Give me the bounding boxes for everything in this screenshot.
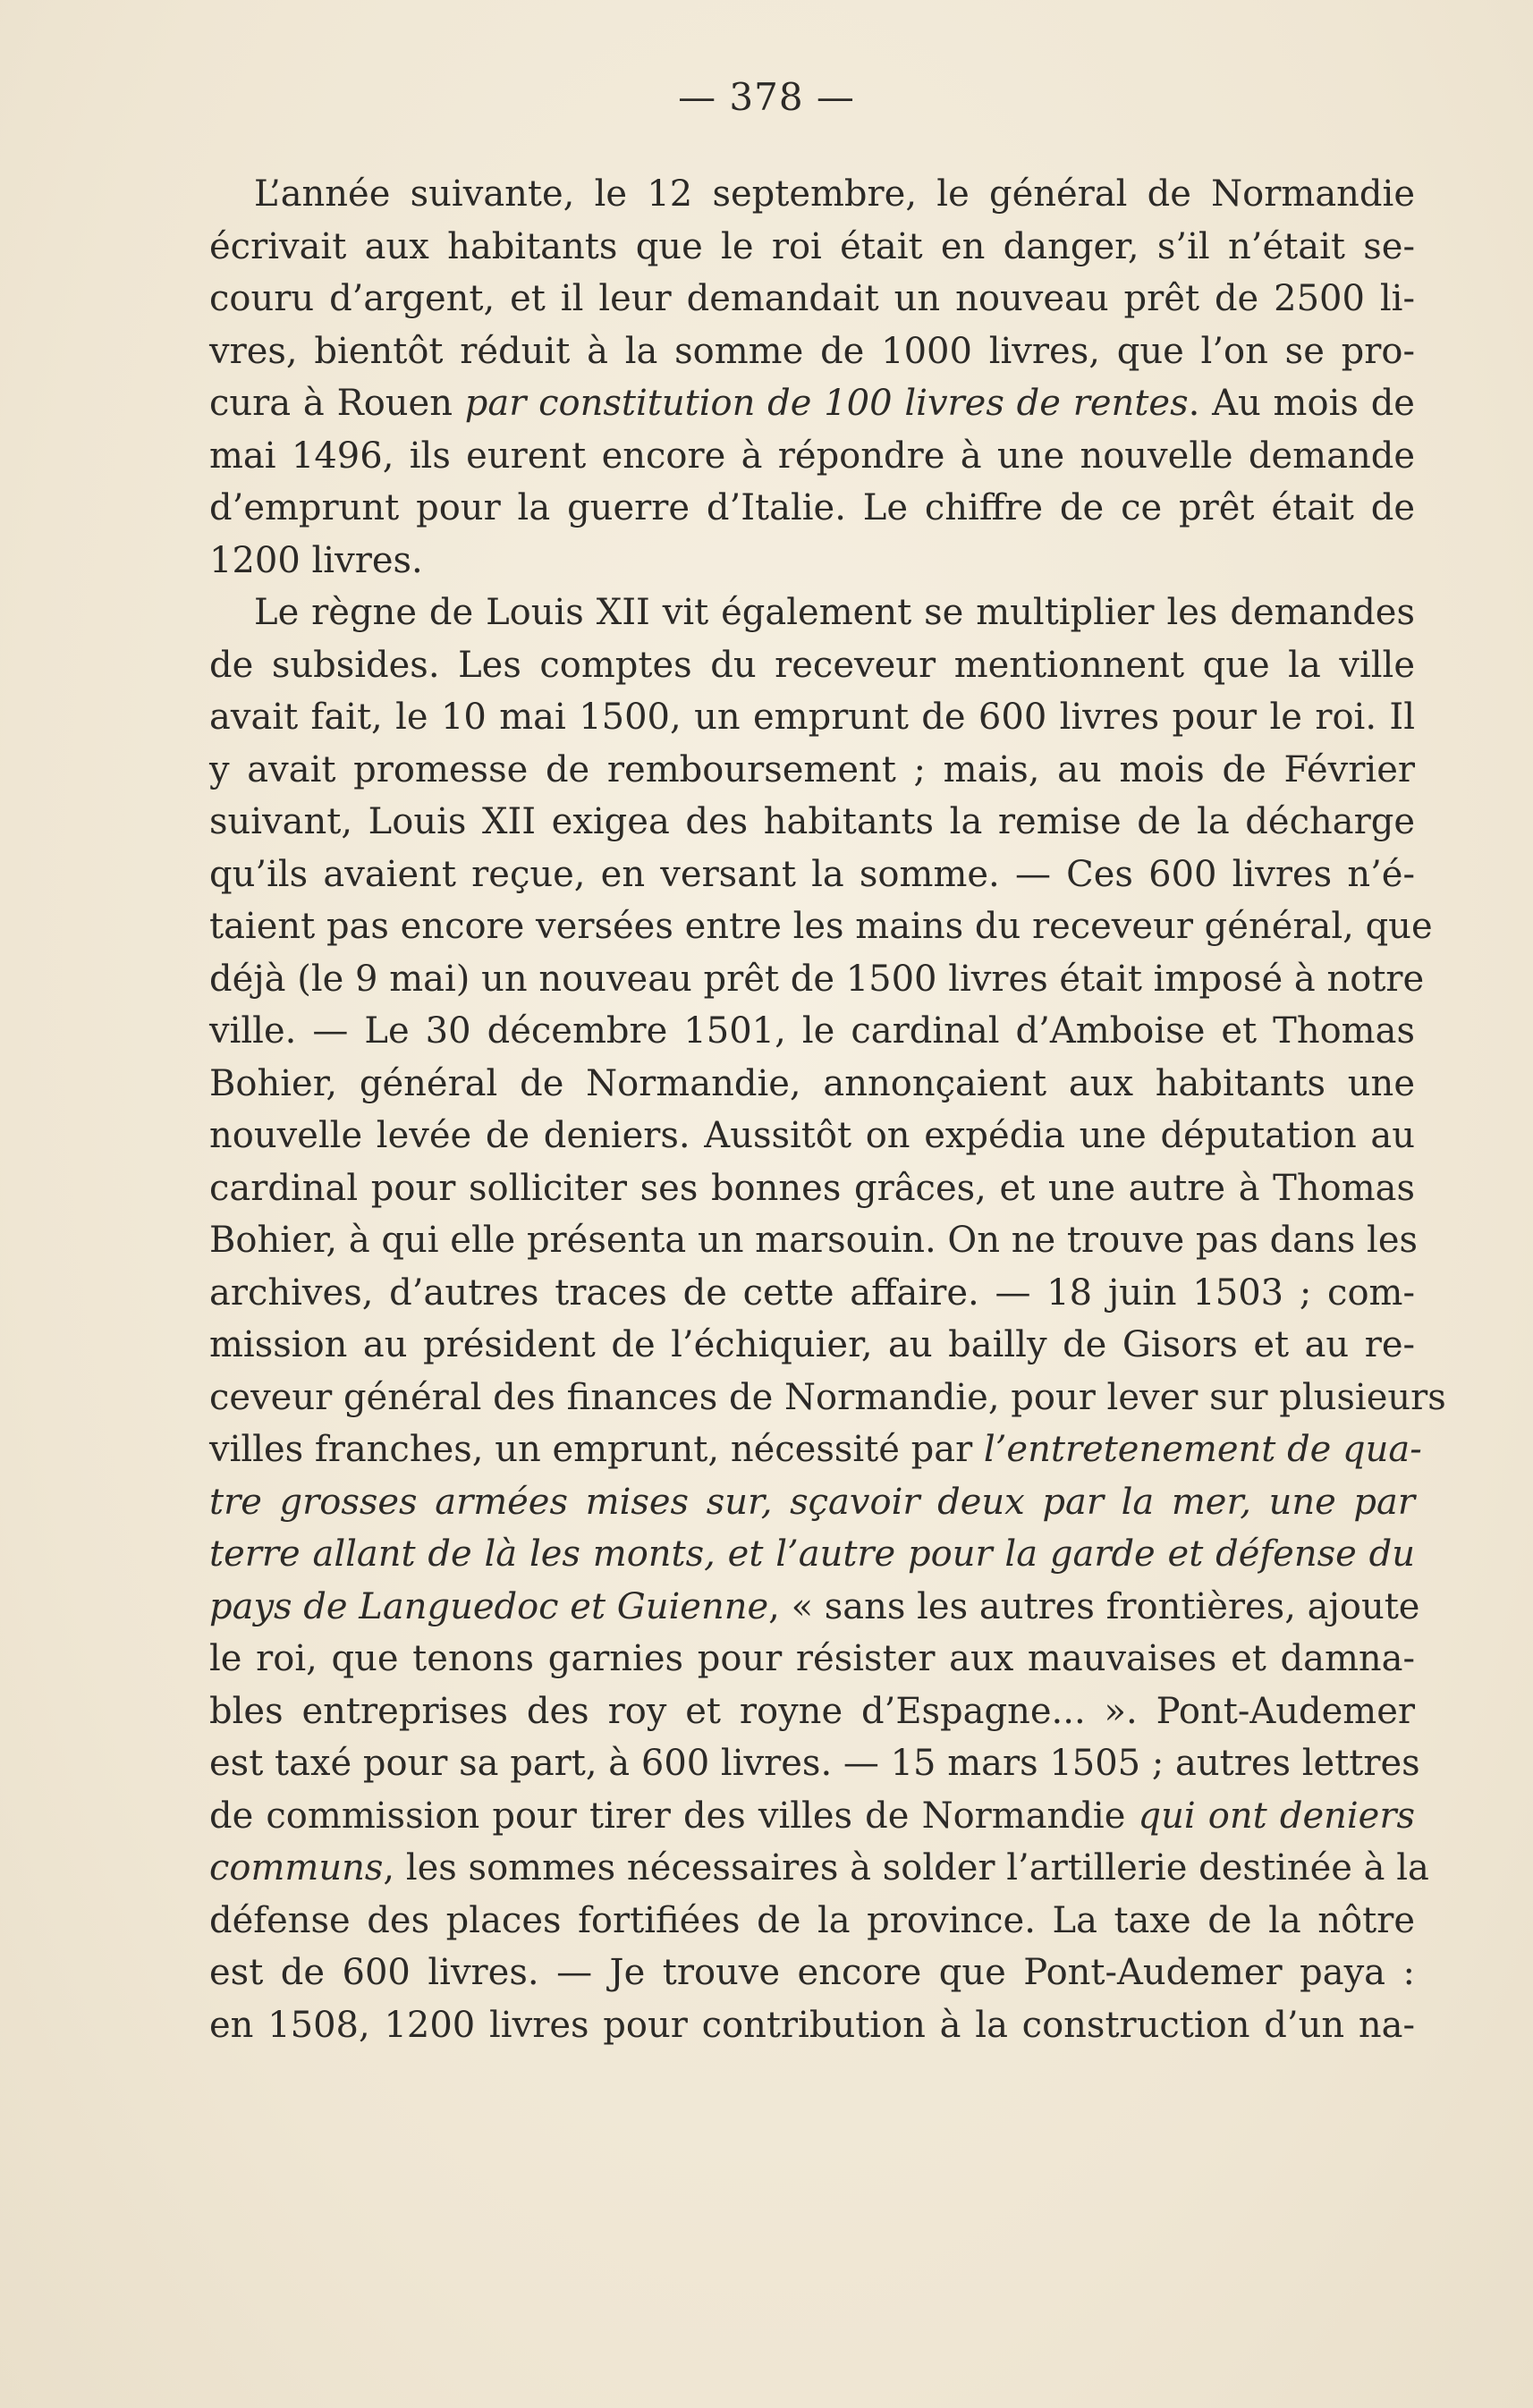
text-segment: de commission pour tirer des villes de Normandie bbox=[209, 1795, 1139, 1837]
text-line bbox=[209, 1528, 1415, 1581]
text-line bbox=[209, 1267, 1415, 1320]
text-line bbox=[209, 1319, 1415, 1372]
page-number: — 378 — bbox=[678, 75, 855, 119]
italic-text-segment: terre allant de là les monts, et l’autre pour la garde et défense du bbox=[209, 1534, 1415, 1575]
text-segment: couru d’argent, et il leur demandait un nouveau prêt de 2500 li- bbox=[209, 278, 1415, 319]
text-segment: L’année suivante, le 12 septembre, le général de Normandie bbox=[254, 173, 1415, 215]
text-segment: avait fait, le 10 mai 1500, un emprunt de 600 livres pour le roi. Il bbox=[209, 697, 1415, 738]
italic-text-segment: pays de Languedoc et Guienne bbox=[209, 1585, 769, 1627]
text-line bbox=[209, 273, 1415, 325]
text-line bbox=[209, 1999, 1415, 2052]
text-segment: cura à Rouen bbox=[209, 383, 465, 424]
text-segment: mai 1496, ils eurent encore à répondre à une nouvelle demande bbox=[209, 435, 1415, 477]
text-segment: ville. — Le 30 décembre 1501, le cardinal d’Amboise et Thomas bbox=[209, 1010, 1415, 1052]
text-segment: est de 600 livres. — Je trouve encore que Pont-Audemer paya : bbox=[209, 1952, 1415, 1993]
text-line bbox=[209, 1790, 1415, 1843]
italic-text-segment: communs bbox=[209, 1847, 384, 1888]
text-line bbox=[209, 1476, 1415, 1529]
text-segment: bles entreprises des roy et royne d’Espagne... ». Pont-Audemer bbox=[209, 1690, 1415, 1732]
text-line bbox=[209, 1058, 1415, 1111]
text-segment: suivant, Louis XII exigea des habitants la remise de la décharge bbox=[209, 801, 1415, 842]
text-line bbox=[209, 1947, 1415, 1999]
text-segment: mission au président de l’échiquier, au bailly de Gisors et au re- bbox=[209, 1324, 1415, 1365]
text-line bbox=[209, 953, 1425, 1006]
text-segment: , « sans les autres frontières, ajoute bbox=[768, 1585, 1420, 1627]
text-line bbox=[209, 796, 1415, 849]
text-line bbox=[209, 900, 1433, 953]
text-line bbox=[209, 1581, 1420, 1634]
text-line bbox=[209, 1214, 1419, 1267]
text-segment: nouvelle levée de deniers. Aussitôt on expédia une députation au bbox=[209, 1115, 1415, 1156]
text-line bbox=[209, 1372, 1446, 1424]
text-segment: défense des places fortifiées de la province. La taxe de la nôtre bbox=[209, 1899, 1415, 1941]
text-line bbox=[209, 535, 1415, 587]
text-line bbox=[209, 849, 1415, 901]
text-segment: qu’ils avaient reçue, en versant la somme. — Ces 600 livres n’é- bbox=[209, 853, 1415, 895]
italic-text-segment: par constitution de 100 livres de rentes bbox=[464, 383, 1189, 424]
text-segment: de subsides. Les comptes du receveur mentionnent que la ville bbox=[209, 644, 1415, 686]
text-line bbox=[209, 1686, 1415, 1738]
text-segment: vres, bientôt réduit à la somme de 1000 livres, que l’on se pro- bbox=[209, 330, 1415, 372]
text-line bbox=[209, 1110, 1415, 1162]
text-line bbox=[209, 639, 1415, 692]
italic-text-segment: tre grosses armées mises sur, sçavoir deux par la mer, une par bbox=[209, 1481, 1415, 1523]
text-line bbox=[209, 1895, 1415, 1948]
text-segment: déjà (le 9 mai) un nouveau prêt de 1500 livres était imposé à notre bbox=[209, 958, 1425, 1000]
text-line bbox=[209, 325, 1415, 378]
italic-text-segment: qui ont deniers bbox=[1138, 1795, 1415, 1837]
text-line bbox=[209, 1005, 1415, 1058]
body-text bbox=[209, 168, 1446, 2051]
text-line bbox=[209, 1842, 1429, 1895]
text-line bbox=[209, 691, 1415, 744]
text-line bbox=[209, 1162, 1415, 1215]
text-segment: villes franches, un emprunt, nécessité par bbox=[209, 1429, 984, 1470]
text-segment: est taxé pour sa part, à 600 livres. — 15 mars 1505 ; autres lettres bbox=[209, 1743, 1420, 1784]
text-line bbox=[209, 1424, 1422, 1476]
text-segment: cardinal pour solliciter ses bonnes grâces, et une autre à Thomas bbox=[209, 1167, 1415, 1209]
text-line bbox=[209, 1633, 1415, 1686]
text-segment: d’emprunt pour la guerre d’Italie. Le chiffre de ce prêt était de bbox=[209, 487, 1415, 528]
text-line bbox=[209, 168, 1415, 221]
text-segment: en 1508, 1200 livres pour contribution à la construction d’un na- bbox=[209, 2004, 1415, 2046]
text-line bbox=[209, 482, 1415, 535]
text-segment: le roi, que tenons garnies pour résister aux mauvaises et damna- bbox=[209, 1638, 1415, 1679]
text-line bbox=[209, 1737, 1420, 1790]
text-line bbox=[209, 221, 1415, 274]
text-segment: archives, d’autres traces de cette affaire. — 18 juin 1503 ; com- bbox=[209, 1272, 1415, 1314]
text-segment: , les sommes nécessaires à solder l’artillerie destinée à la bbox=[383, 1847, 1429, 1888]
text-segment: taient pas encore versées entre les mains du receveur général, que bbox=[209, 906, 1433, 947]
text-line bbox=[209, 587, 1415, 639]
text-segment: Bohier, à qui elle présenta un marsouin. On ne trouve pas dans les bbox=[209, 1220, 1419, 1261]
text-line bbox=[209, 744, 1415, 797]
text-segment: ceveur général des finances de Normandie, pour lever sur plusieurs bbox=[209, 1376, 1446, 1418]
text-segment: y avait promesse de remboursement ; mais, au mois de Février bbox=[209, 748, 1415, 790]
text-segment: écrivait aux habitants que le roi était en danger, s’il n’était se- bbox=[209, 225, 1415, 267]
text-line bbox=[209, 430, 1415, 483]
text-segment: Le règne de Louis XII vit également se multiplier les demandes bbox=[254, 592, 1415, 633]
text-line bbox=[209, 377, 1415, 430]
text-segment: 1200 livres. bbox=[209, 539, 423, 581]
text-segment: . Au mois de bbox=[1188, 383, 1415, 424]
italic-text-segment: l’entretenement de qua- bbox=[983, 1429, 1422, 1470]
text-segment: Bohier, général de Normandie, annonçaient aux habitants une bbox=[209, 1062, 1415, 1104]
